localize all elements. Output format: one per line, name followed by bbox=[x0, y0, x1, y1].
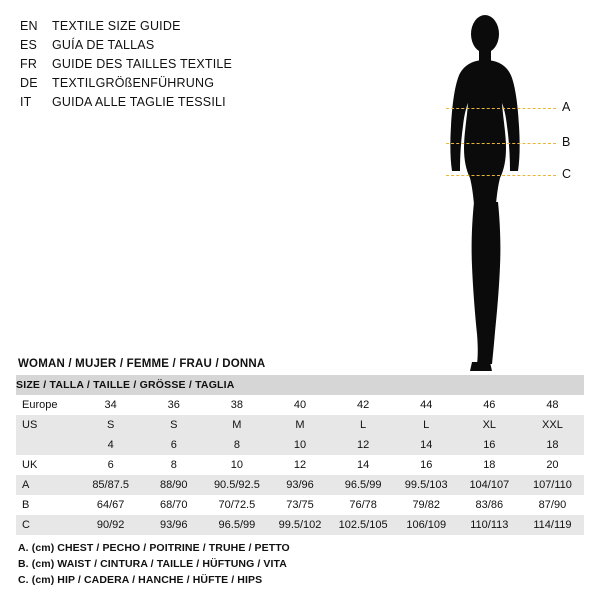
title-text-fr: GUIDE DES TAILLES TEXTILE bbox=[52, 57, 233, 71]
row-label: US bbox=[16, 415, 79, 435]
table-cell: 93/96 bbox=[142, 515, 205, 535]
title-text-es: GUÍA DE TALLAS bbox=[52, 38, 155, 52]
table-cell: 114/119 bbox=[521, 515, 584, 535]
table-cell: M bbox=[205, 415, 268, 435]
table-cell: 10 bbox=[268, 435, 331, 455]
table-cell: 73/75 bbox=[268, 495, 331, 515]
measure-label-a: A bbox=[562, 100, 571, 114]
table-cell: 99.5/103 bbox=[395, 475, 458, 495]
table-cell: 96.5/99 bbox=[205, 515, 268, 535]
table-cell: 93/96 bbox=[268, 475, 331, 495]
table-cell: 14 bbox=[332, 455, 395, 475]
table-cell: 85/87.5 bbox=[79, 475, 142, 495]
note-hip: C. (cm) HIP / CADERA / HANCHE / HÜFTE / HIPS bbox=[18, 574, 263, 586]
table-cell: 106/109 bbox=[395, 515, 458, 535]
table-cell: 18 bbox=[521, 435, 584, 455]
table-cell: 110/113 bbox=[458, 515, 521, 535]
table-cell: 8 bbox=[142, 455, 205, 475]
table-cell: 79/82 bbox=[395, 495, 458, 515]
row-label bbox=[16, 435, 79, 455]
table-cell: 6 bbox=[79, 455, 142, 475]
table-cell: 104/107 bbox=[458, 475, 521, 495]
table-cell: 64/67 bbox=[79, 495, 142, 515]
table-cell: 36 bbox=[142, 395, 205, 415]
size-table-block bbox=[16, 358, 584, 535]
figure-area bbox=[390, 8, 600, 378]
table-cell: 46 bbox=[458, 395, 521, 415]
table-cell: 102.5/105 bbox=[332, 515, 395, 535]
table-cell: 16 bbox=[395, 455, 458, 475]
title-row-de bbox=[20, 74, 350, 92]
table-cell: 12 bbox=[268, 455, 331, 475]
table-cell: 90/92 bbox=[79, 515, 142, 535]
note-waist: B. (cm) WAIST / CINTURA / TAILLE / HÜFTUNG / VITA bbox=[18, 558, 287, 570]
row-label: C bbox=[16, 515, 79, 535]
table-cell: 44 bbox=[395, 395, 458, 415]
table-cell: S bbox=[79, 415, 142, 435]
table-header-row bbox=[16, 375, 584, 395]
table-cell: 90.5/92.5 bbox=[205, 475, 268, 495]
table-cell: 10 bbox=[205, 455, 268, 475]
title-row-it bbox=[20, 93, 350, 111]
title-row-es bbox=[20, 36, 350, 54]
title-text-en: TEXTILE SIZE GUIDE bbox=[52, 19, 181, 33]
title-lang-it: IT bbox=[20, 95, 32, 109]
table-cell: L bbox=[332, 415, 395, 435]
title-row-en bbox=[20, 17, 350, 35]
measure-line-b bbox=[446, 143, 556, 144]
row-label: Europe bbox=[16, 395, 79, 415]
title-text-it: GUIDA ALLE TAGLIE TESSILI bbox=[52, 95, 226, 109]
row-label: B bbox=[16, 495, 79, 515]
table-cell: 8 bbox=[205, 435, 268, 455]
table-cell: 48 bbox=[521, 395, 584, 415]
table-cell: 99.5/102 bbox=[268, 515, 331, 535]
measure-line-a bbox=[446, 108, 556, 109]
table-cell: 40 bbox=[268, 395, 331, 415]
table-row bbox=[16, 435, 584, 455]
table-cell: 34 bbox=[79, 395, 142, 415]
table-row bbox=[16, 415, 584, 435]
table-row bbox=[16, 475, 584, 495]
measure-line-c bbox=[446, 175, 556, 176]
table-row bbox=[16, 495, 584, 515]
female-body-silhouette-icon bbox=[420, 8, 550, 376]
table-cell: 20 bbox=[521, 455, 584, 475]
table-cell: 4 bbox=[79, 435, 142, 455]
title-text-de: TEXTILGRÖßENFÜHRUNG bbox=[52, 76, 215, 90]
title-lang-fr: FR bbox=[20, 57, 38, 71]
table-cell: 68/70 bbox=[142, 495, 205, 515]
table-cell: 14 bbox=[395, 435, 458, 455]
title-lang-es: ES bbox=[20, 38, 38, 52]
language-titles bbox=[20, 17, 350, 112]
table-cell: 18 bbox=[458, 455, 521, 475]
table-cell: XXL bbox=[521, 415, 584, 435]
size-table bbox=[16, 375, 584, 535]
table-cell: 76/78 bbox=[332, 495, 395, 515]
table-cell: 12 bbox=[332, 435, 395, 455]
title-lang-en: EN bbox=[20, 19, 38, 33]
table-cell: L bbox=[395, 415, 458, 435]
table-cell: 88/90 bbox=[142, 475, 205, 495]
row-label: A bbox=[16, 475, 79, 495]
table-cell: M bbox=[268, 415, 331, 435]
table-cell: 38 bbox=[205, 395, 268, 415]
table-cell: 6 bbox=[142, 435, 205, 455]
title-lang-de: DE bbox=[20, 76, 38, 90]
table-cell: 96.5/99 bbox=[332, 475, 395, 495]
table-row bbox=[16, 515, 584, 535]
table-cell: 16 bbox=[458, 435, 521, 455]
table-cell: XL bbox=[458, 415, 521, 435]
table-cell: 70/72.5 bbox=[205, 495, 268, 515]
measure-label-c: C bbox=[562, 167, 572, 181]
table-row bbox=[16, 395, 584, 415]
table-cell: 87/90 bbox=[521, 495, 584, 515]
title-row-fr bbox=[20, 55, 350, 73]
measure-label-b: B bbox=[562, 135, 571, 149]
table-cell: 107/110 bbox=[521, 475, 584, 495]
note-chest: A. (cm) CHEST / PECHO / POITRINE / TRUHE / PETTO bbox=[18, 542, 290, 554]
table-group-title: WOMAN / MUJER / FEMME / FRAU / DONNA bbox=[18, 358, 266, 370]
table-cell: 42 bbox=[332, 395, 395, 415]
measurement-notes bbox=[18, 540, 518, 588]
row-label: UK bbox=[16, 455, 79, 475]
table-cell: S bbox=[142, 415, 205, 435]
table-header-label: SIZE / TALLA / TAILLE / GRÖSSE / TAGLIA bbox=[16, 375, 584, 395]
table-row bbox=[16, 455, 584, 475]
table-cell: 83/86 bbox=[458, 495, 521, 515]
